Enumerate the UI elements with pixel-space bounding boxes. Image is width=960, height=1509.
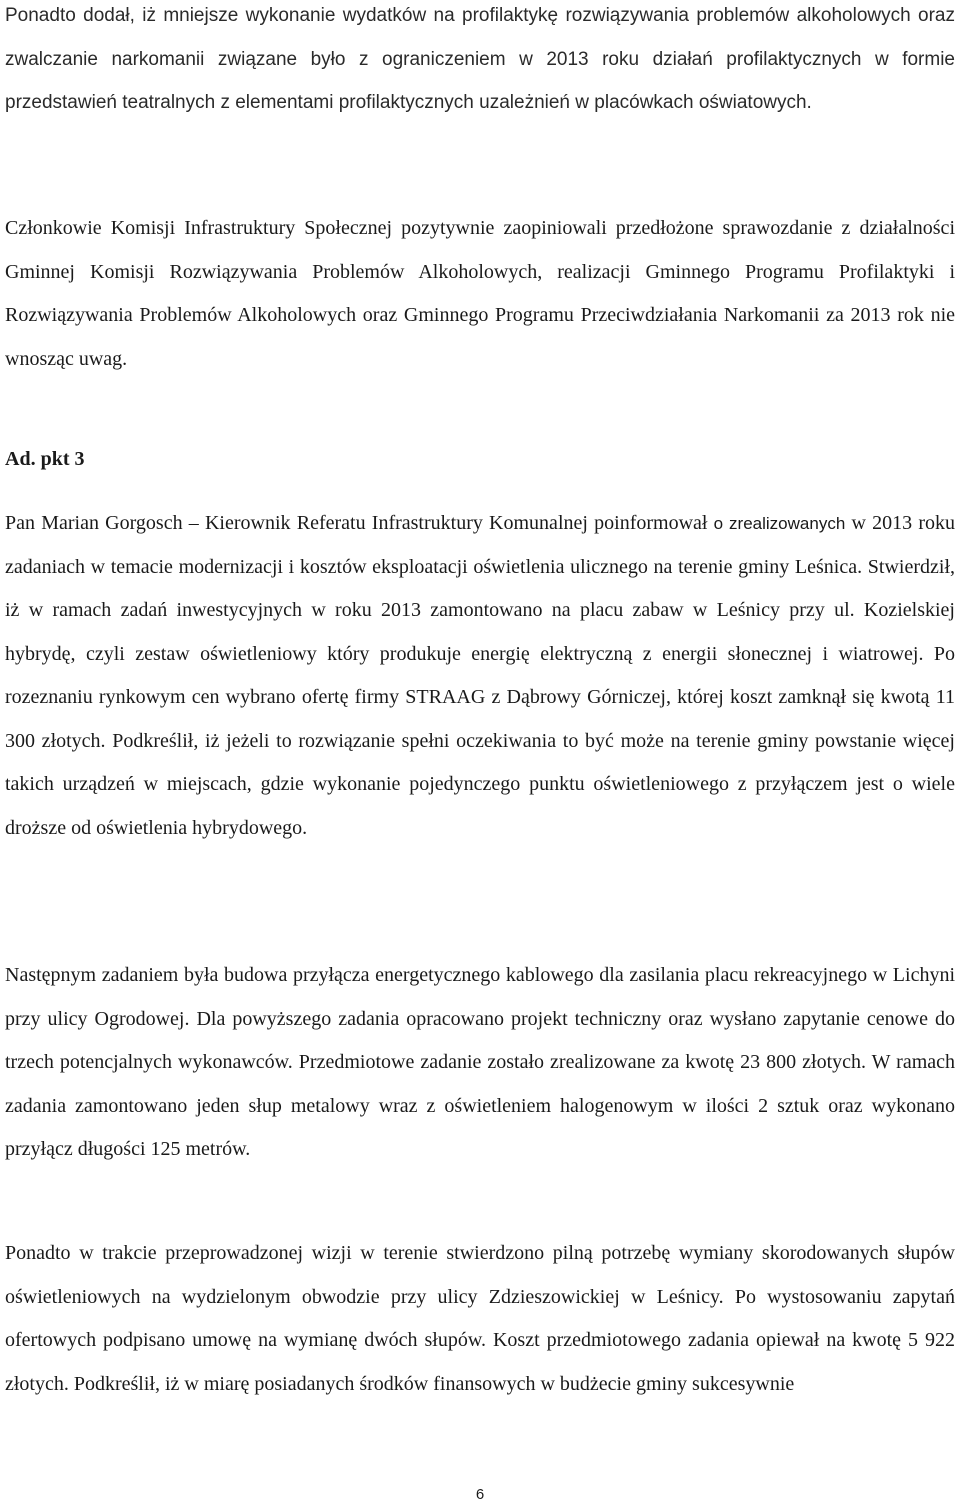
- paragraph-committee-opinion: Członkowie Komisji Infrastruktury Społecznej pozytywnie zaopiniowali przedłożone sprawozdanie z działalności Gminnej Komisji Rozwiązywania Problemów Alkoholowych, realizacji Gminnego Programu Profilaktyki i Rozwiązywania Problemów Alkoholowych oraz Gminnego Programu Przeciwdziałania Narkomanii za 2013 rok nie wnosząc uwag.: [5, 217, 955, 370]
- paragraph-pole-replacement: Ponadto w trakcie przeprowadzonej wizji w terenie stwierdzono pilną potrzebę wymiany skorodowanych słupów oświetleniowych na wydzielonym obwodzie przy ulicy Zdzieszowickiej w Leśnicy. Po wystosowaniu zapytań ofertowych podpisano umowę na wymianę dwóch słupów. Koszt przedmiotowego zadania opiewał na kwotę 5 922 złotych. Podkreślił, iż w miarę posiadanych środków finansowych w budżecie gminy sukcesywnie: [5, 1242, 955, 1395]
- paragraph-street-lighting-body: w 2013 roku zadaniach w temacie modernizacji i kosztów eksploatacji oświetlenia ulicznego na terenie gminy Leśnica. Stwierdził, iż w ramach zadań inwestycyjnych w roku 2013 zamontowano na placu zabaw w Leśnicy przy ul. Kozielskiej hybrydę, czyli zestaw oświetleniowy który produkuje energię elektryczną z energii słonecznej i wiatrowej. Po rozeznaniu rynkowym cen wybrano ofertę firmy STRAAG z Dąbrowy Górniczej, której koszt zamknął się kwotą 11 300 złotych. Podkreślił, iż jeżeli to rozwiązanie spełni oczekiwania to być może na terenie gminy powstanie więcej takich urządzeń w miejscach, gdzie wykonanie pojedynczego punktu oświetleniowego z przyłączem jest o wiele droższe od oświetlenia hybrydowego.: [5, 512, 956, 839]
- section-heading: Ad. pkt 3: [5, 448, 85, 470]
- paragraph-street-lighting-intro: Pan Marian Gorgosch – Kierownik Referatu Infrastruktury Komunalnej poinformował: [5, 512, 708, 534]
- paragraph-prevention-expenses: Ponadto dodał, iż mniejsze wykonanie wydatków na profilaktykę rozwiązywania problemów alkoholowych oraz zwalczanie narkomanii związane było z ograniczeniem w 2013 roku działań profilaktycznych w formie przedstawień teatralnych z elementami profilaktycznych uzależnień w placówkach oświatowych.: [5, 5, 955, 113]
- paragraph-street-lighting: [5, 502, 955, 850]
- paragraph-street-lighting-sans-fragment: o zrealizowanych: [713, 514, 846, 533]
- page-number: 6: [475, 1486, 485, 1503]
- paragraph-energy-connection: Następnym zadaniem była budowa przyłącza energetycznego kablowego dla zasilania placu rekreacyjnego w Lichyni przy ulicy Ogrodowej. Dla powyższego zadania opracowano projekt techniczny oraz wysłano zapytanie cenowe do trzech potencjalnych wykonawców. Przedmiotowe zadanie zostało zrealizowane za kwotę 23 800 złotych. W ramach zadania zamontowano jeden słup metalowy wraz z oświetleniem halogenowym w ilości 2 sztuk oraz wykonano przyłącz długości 125 metrów.: [5, 964, 955, 1160]
